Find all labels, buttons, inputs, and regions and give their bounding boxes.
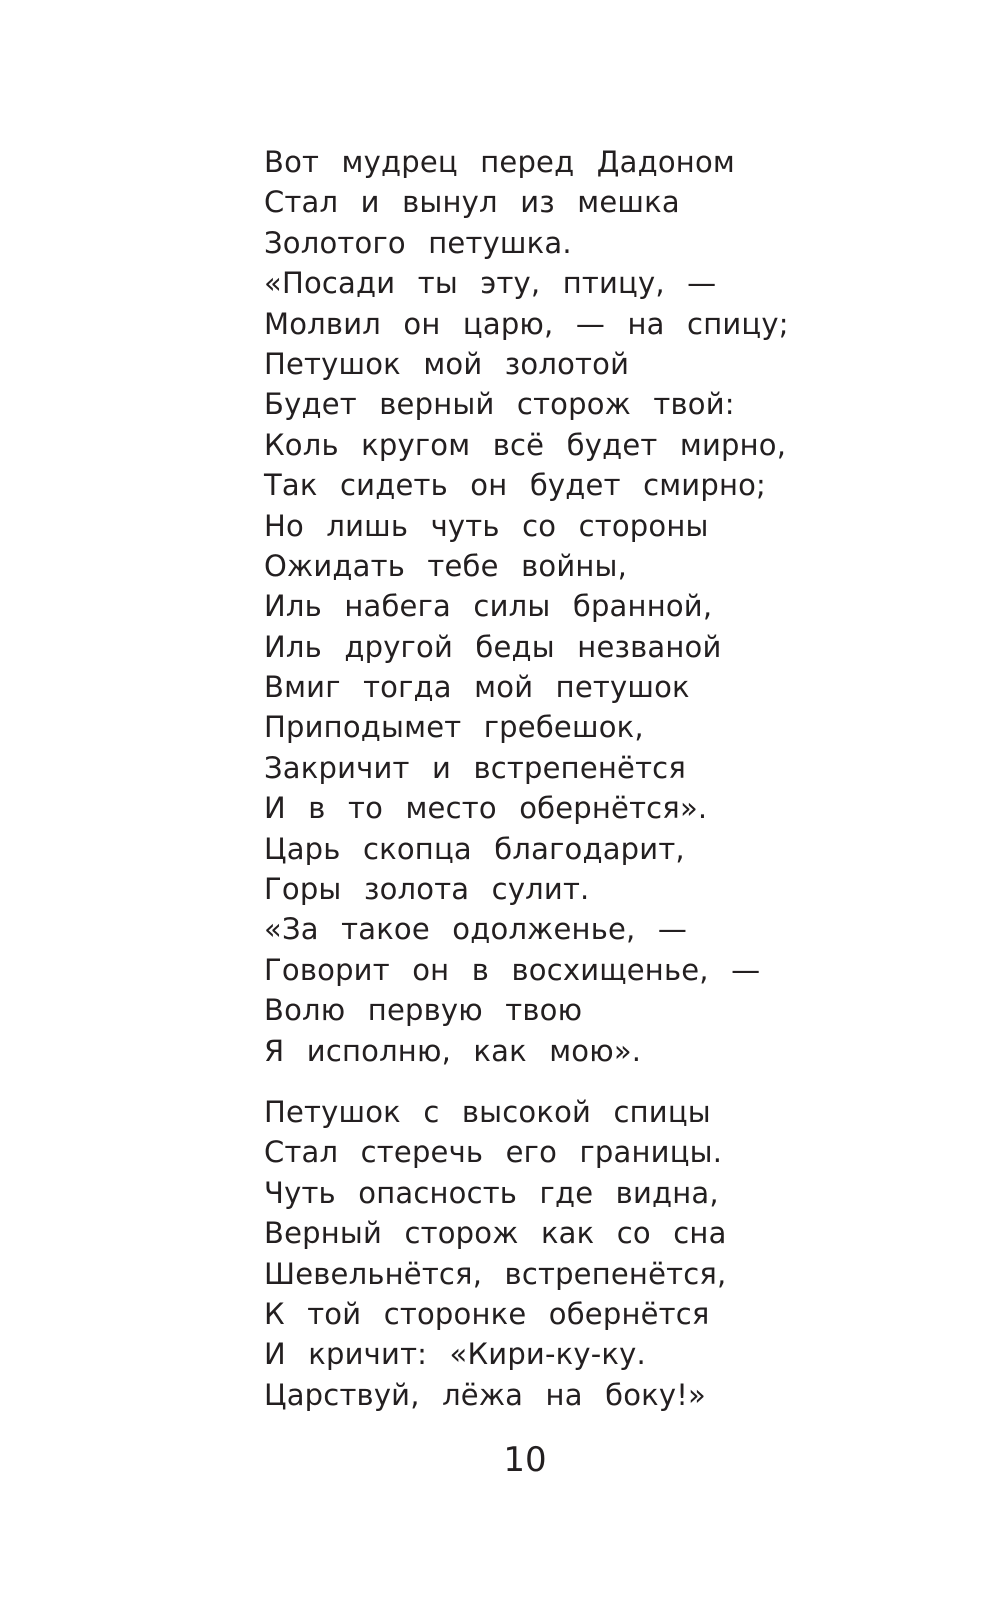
poem-line: Петушок мой золотой — [264, 346, 630, 381]
poem-line: И кричит: «Кири-ку-ку. — [264, 1337, 646, 1372]
poem-line: Горы золота сулит. — [264, 872, 590, 907]
poem-text — [264, 142, 904, 1415]
poem-line: Так сидеть он будет смирно; — [264, 468, 767, 503]
poem-line: Стал стеречь его границы. — [264, 1135, 723, 1170]
poem-line: Царствуй, лёжа на боку!» — [264, 1377, 706, 1412]
poem-line: Царь скопца благодарит, — [264, 831, 685, 866]
stanza-2 — [264, 1092, 904, 1415]
poem-line: Вмиг тогда мой петушок — [264, 670, 690, 705]
poem-line: Верный сторож как со сна — [264, 1216, 727, 1251]
poem-line: Я исполню, как мою». — [264, 1033, 642, 1068]
poem-line: Молвил он царю, — на спицу; — [264, 306, 789, 341]
poem-line: Волю первую твою — [264, 993, 583, 1028]
stanza-1 — [264, 142, 904, 1071]
poem-line: Золотого петушка. — [264, 225, 572, 260]
poem-line: И в то место обернётся». — [264, 791, 708, 826]
poem-line: Стал и вынул из мешка — [264, 185, 680, 220]
poem-line: Петушок с высокой спицы — [264, 1094, 711, 1129]
poem-line: «Посади ты эту, птицу, — — [264, 266, 717, 301]
poem-line: Приподымет гребешок, — [264, 710, 644, 745]
poem-line: Коль кругом всё будет мирно, — [264, 427, 787, 462]
poem-line: Иль набега силы бранной, — [264, 589, 713, 624]
poem-line: Ожидать тебе войны, — [264, 548, 628, 583]
poem-line: Будет верный сторож твой: — [264, 387, 735, 422]
poem-line: Вот мудрец перед Дадоном — [264, 145, 735, 179]
poem-line: Но лишь чуть со стороны — [264, 508, 709, 543]
poem-line: Говорит он в восхищенье, — — [264, 952, 761, 987]
poem-line: Иль другой беды незваной — [264, 629, 722, 664]
poem-line: Закричит и встрепенётся — [264, 750, 686, 785]
poem-line: К той сторонке обернётся — [264, 1296, 710, 1331]
poem-line: Шевельнётся, встрепенётся, — [264, 1256, 727, 1291]
poem-line: Чуть опасность где видна, — [264, 1175, 719, 1210]
poem-line: «За такое одолженье, — — [264, 912, 688, 947]
page-number: 10 — [503, 1440, 547, 1480]
